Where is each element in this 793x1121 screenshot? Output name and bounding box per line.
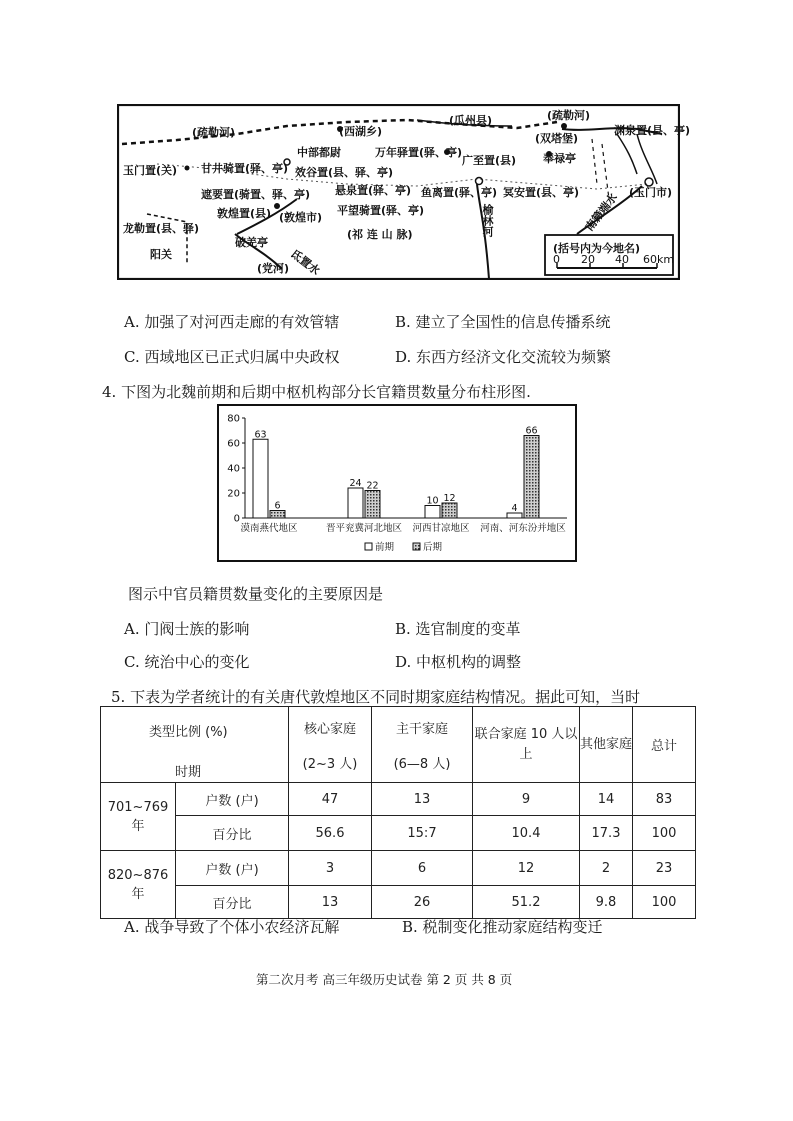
map-label: (祁 连 山 脉) bbox=[347, 228, 413, 241]
q3-option-c[interactable]: C. 西域地区已正式归属中央政权 bbox=[124, 348, 340, 366]
col-nuclear-label: 核心家庭 bbox=[303, 721, 356, 737]
map-label: 效谷置(县、驿、亭) bbox=[295, 166, 394, 179]
y-tick-label: 60 bbox=[227, 438, 240, 450]
bar-后期 bbox=[270, 511, 285, 519]
q3-option-b[interactable]: B. 建立了全国性的信息传播系统 bbox=[395, 313, 611, 331]
table-cell: 9 bbox=[473, 783, 580, 816]
map-label: 破羌亭 bbox=[235, 236, 268, 249]
table-cell: 100 bbox=[633, 816, 696, 851]
period-cell: 701~769 年 bbox=[101, 783, 176, 851]
period-cell: 820~876 年 bbox=[101, 851, 176, 919]
table-cell: 83 bbox=[633, 783, 696, 816]
row-label: 百分比 bbox=[176, 886, 289, 919]
map-label: 奉禄亭 bbox=[543, 152, 576, 165]
bar-value-label: 24 bbox=[349, 478, 362, 489]
table-cell: 14 bbox=[580, 783, 633, 816]
y-tick-label: 20 bbox=[227, 488, 240, 500]
bar-value-label: 12 bbox=[443, 493, 456, 504]
q5-option-a[interactable]: A. 战争导致了个体小农经济瓦解 bbox=[124, 918, 340, 936]
bar-value-label: 66 bbox=[525, 425, 538, 437]
table-cell: 17.3 bbox=[580, 816, 633, 851]
map-label: (敦煌市) bbox=[279, 211, 323, 224]
col-total: 总计 bbox=[633, 707, 696, 783]
map-label: 平望骑置(驿、亭) bbox=[337, 204, 425, 217]
table-cell: 6 bbox=[372, 851, 473, 886]
scale-label: 0 bbox=[553, 253, 560, 266]
bar-后期 bbox=[442, 503, 457, 518]
y-tick-label: 0 bbox=[233, 513, 240, 525]
col-other: 其他家庭 bbox=[580, 707, 633, 783]
x-category-label: 漠南燕代地区 bbox=[240, 523, 298, 534]
map-label: (疏勒河) bbox=[547, 109, 591, 122]
row-label: 百分比 bbox=[176, 816, 289, 851]
q4-option-a[interactable]: A. 门阀士族的影响 bbox=[124, 620, 250, 638]
table-cell: 13 bbox=[372, 783, 473, 816]
chart-border bbox=[218, 405, 576, 561]
q4-option-c[interactable]: C. 统治中心的变化 bbox=[124, 653, 250, 671]
map-label: 遮要置(骑置、驿、亭) bbox=[201, 188, 311, 201]
table-cell: 2 bbox=[580, 851, 633, 886]
q5-option-b[interactable]: B. 税制变化推动家庭结构变迁 bbox=[402, 918, 603, 936]
col-stem-sub: (6—8 人) bbox=[393, 756, 451, 772]
table-cell: 47 bbox=[289, 783, 372, 816]
map-label: 渊泉置(县、亭) bbox=[614, 124, 691, 137]
map-label: (玉门市) bbox=[629, 186, 673, 199]
map-label: 广至置(县) bbox=[462, 154, 517, 167]
col-nuclear-sub: (2~3 人) bbox=[302, 756, 358, 772]
table-cell: 56.6 bbox=[289, 816, 372, 851]
map-label: (党河) bbox=[257, 262, 290, 275]
scale-label: 20 bbox=[581, 253, 595, 266]
legend-label: 后期 bbox=[423, 542, 443, 553]
map-label: 玉门置(关) bbox=[123, 164, 178, 177]
map-label: (双塔堡) bbox=[535, 132, 579, 145]
q4-stem: 4. 下图为北魏前期和后期中枢机构部分长官籍贯数量分布柱形图. bbox=[102, 383, 531, 401]
bar-value-label: 6 bbox=[274, 500, 281, 512]
col-stem bbox=[372, 707, 473, 783]
bar-前期 bbox=[425, 506, 440, 519]
map-label: 万年驿置(驿、亭) bbox=[375, 146, 463, 159]
q4-prompt: 图示中官员籍贯数量变化的主要原因是 bbox=[128, 585, 384, 603]
x-category-label: 晋平兖冀河北地区 bbox=[325, 523, 403, 534]
map-label: (疏勒河) bbox=[192, 126, 236, 139]
scale-label: 40 bbox=[615, 253, 629, 266]
bar-value-label: 10 bbox=[426, 495, 439, 507]
legend-swatch bbox=[413, 543, 420, 550]
map-label: 敦煌置(县) bbox=[217, 207, 272, 220]
row-label: 户数 (户) bbox=[176, 851, 289, 886]
map-label: 榆林河 bbox=[481, 204, 494, 237]
header-type-ratio: 类型比例 (%) bbox=[149, 725, 228, 740]
map-legend-title: (括号内为今地名) bbox=[553, 242, 641, 255]
col-stem-label: 主干家庭 bbox=[395, 721, 448, 737]
header-period: 时期 bbox=[175, 765, 202, 780]
table-cell: 100 bbox=[633, 886, 696, 919]
q4-option-d[interactable]: D. 中枢机构的调整 bbox=[395, 653, 522, 671]
map-label: 甘井骑置(驿、亭) bbox=[201, 162, 289, 175]
map-label: 阳关 bbox=[150, 248, 172, 261]
family-structure-table bbox=[100, 706, 696, 919]
map-label: 龙勒置(县、驿) bbox=[123, 222, 200, 235]
table-cell: 12 bbox=[473, 851, 580, 886]
chart-svg bbox=[217, 404, 577, 562]
official-origin-bar-chart bbox=[217, 404, 577, 562]
y-tick-label: 40 bbox=[227, 463, 240, 475]
legend-label: 前期 bbox=[375, 542, 395, 553]
map-label: 悬泉置(驿、亭) bbox=[335, 184, 412, 197]
table-cell: 23 bbox=[633, 851, 696, 886]
table-cell: 3 bbox=[289, 851, 372, 886]
map-label: (瓜州县) bbox=[449, 114, 493, 127]
table-corner-header bbox=[101, 707, 289, 783]
q3-option-d[interactable]: D. 东西方经济文化交流较为频繁 bbox=[395, 348, 612, 366]
col-joint: 联合家庭 10 人以上 bbox=[473, 707, 580, 783]
map-label: (西湖乡) bbox=[339, 125, 383, 138]
table-cell: 51.2 bbox=[473, 886, 580, 919]
q4-option-b[interactable]: B. 选官制度的变革 bbox=[395, 620, 521, 638]
map-label: 南籍端水 bbox=[582, 190, 621, 234]
scale-label: 60km bbox=[643, 253, 675, 266]
bar-value-label: 63 bbox=[254, 429, 267, 441]
bar-前期 bbox=[348, 488, 363, 518]
bar-value-label: 4 bbox=[511, 503, 518, 514]
table-cell: 26 bbox=[372, 886, 473, 919]
map-label: 中部都尉 bbox=[297, 146, 341, 159]
han-hexi-postal-map bbox=[117, 104, 691, 280]
table-cell: 13 bbox=[289, 886, 372, 919]
y-tick-label: 80 bbox=[227, 413, 240, 425]
x-category-label: 河南、河东汾并地区 bbox=[480, 523, 566, 534]
page-footer: 第二次月考 高三年级历史试卷 第 2 页 共 8 页 bbox=[256, 972, 513, 987]
row-label: 户数 (户) bbox=[176, 783, 289, 816]
bar-value-label: 22 bbox=[366, 480, 379, 492]
table-cell: 9.8 bbox=[580, 886, 633, 919]
table-cell: 15:7 bbox=[372, 816, 473, 851]
table-cell: 10.4 bbox=[473, 816, 580, 851]
q3-option-a[interactable]: A. 加强了对河西走廊的有效管辖 bbox=[124, 313, 340, 331]
bar-后期 bbox=[365, 491, 380, 519]
map-label: 鱼离置(驿、亭) bbox=[421, 186, 498, 199]
map-label: 氐置水 bbox=[288, 247, 323, 278]
x-category-label: 河西甘凉地区 bbox=[412, 523, 470, 534]
q5-stem: 5. 下表为学者统计的有关唐代敦煌地区不同时期家庭结构情况。据此可知，当时 bbox=[111, 688, 641, 706]
bar-前期 bbox=[253, 439, 268, 518]
col-nuclear bbox=[289, 707, 372, 783]
legend-swatch bbox=[365, 543, 372, 550]
bar-后期 bbox=[524, 436, 539, 519]
map-label: 冥安置(县、亭) bbox=[503, 186, 580, 199]
